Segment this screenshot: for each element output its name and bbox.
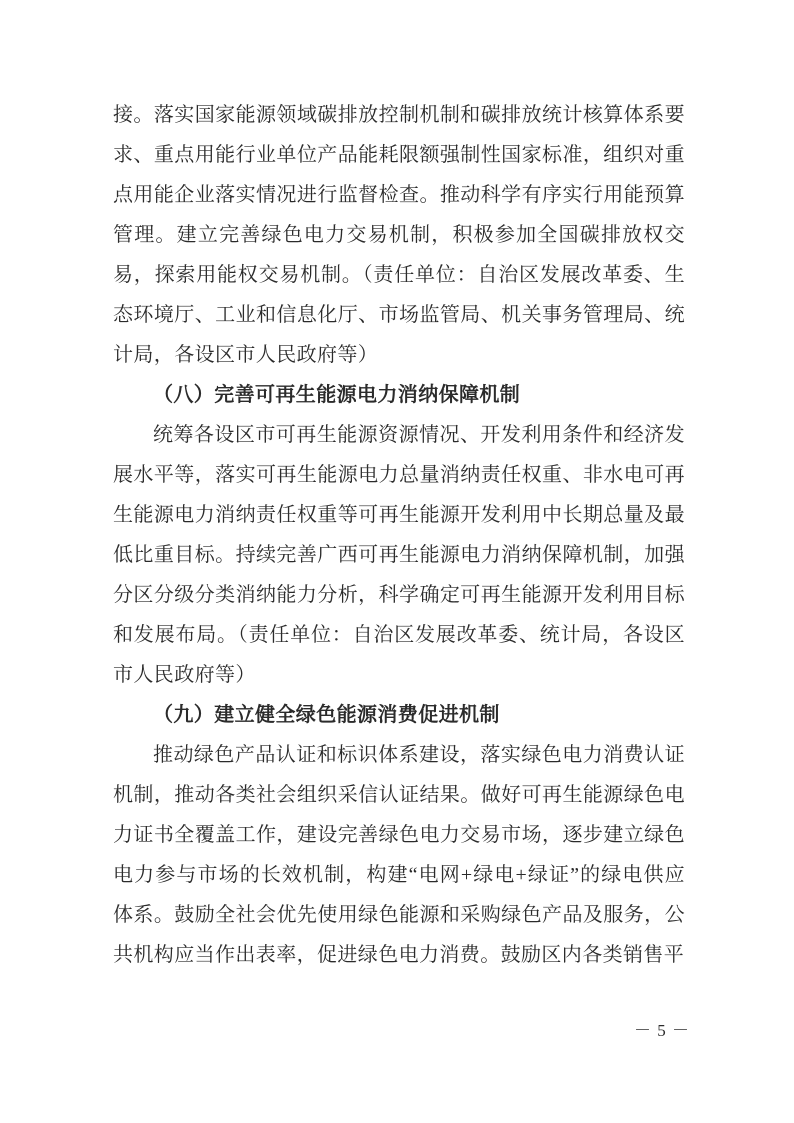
document-body — [113, 95, 685, 975]
paragraph-carbon-control-continuation: 接。落实国家能源领域碳排放控制机制和碳排放统计核算体系要求、重点用能行业单位产品能耗限额强制性国家标准，组织对重点用能企业落实情况进行监督检查。推动科学有序实行用能预算管理。建立完善绿色电力交易机制，积极参加全国碳排放权交易，探索用能权交易机制。（责任单位：自治区发展改革委、生态环境厅、工业和信息化厅、市场监管局、机关事务管理局、统计局，各设区市人民政府等） — [113, 104, 685, 366]
section-heading-9: （九）建立健全绿色能源消费促进机制 — [153, 704, 500, 726]
paragraph-renewable-consumption: 统筹各设区市可再生能源资源情况、开发利用条件和经济发展水平等，落实可再生能源电力总量消纳责任权重、非水电可再生能源电力消纳责任权重等可再生能源开发利用中长期总量及最低比重目标。持续完善广西可再生能源电力消纳保障机制，加强分区分级分类消纳能力分析，科学确定可再生能源开发利用目标和发展布局。（责任单位：自治区发展改革委、统计局，各设区市人民政府等） — [113, 424, 685, 686]
section-heading-8: （八）完善可再生能源电力消纳保障机制 — [153, 384, 521, 406]
paragraph-green-energy-consumption: 推动绿色产品认证和标识体系建设，落实绿色电力消费认证机制，推动各类社会组织采信认证结果。做好可再生能源绿色电力证书全覆盖工作，建设完善绿色电力交易市场，逐步建立绿色电力参与市场的长效机制，构建“电网+绿电+绿证”的绿电供应体系。鼓励全社会优先使用绿色能源和采购绿色产品及服务，公共机构应当作出表率，促进绿色电力消费。鼓励区内各类销售平 — [113, 744, 685, 966]
page-number: － 5 － — [634, 1021, 690, 1040]
